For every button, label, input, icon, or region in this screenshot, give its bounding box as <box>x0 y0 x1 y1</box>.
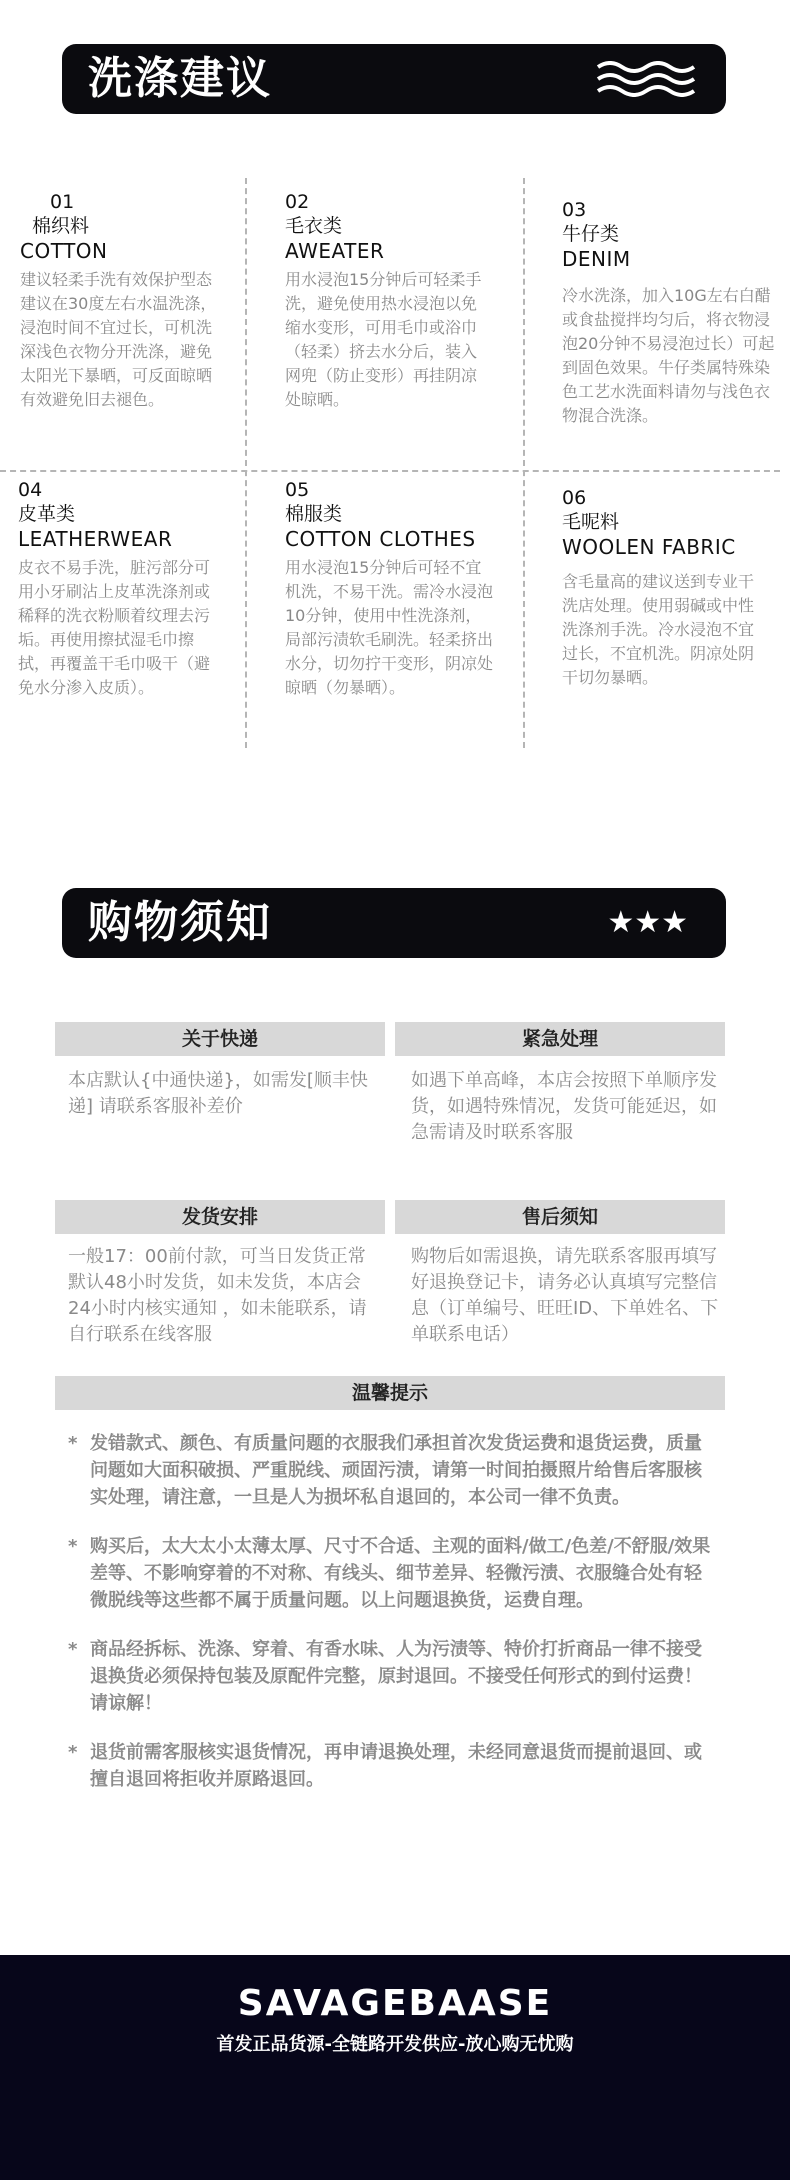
wave-icon <box>596 61 696 101</box>
washing-title: 洗涤建议 <box>88 53 272 104</box>
three-stars-icon: ★★★ <box>607 905 688 940</box>
grid-divider <box>523 178 525 748</box>
care-item-en: DENIM <box>562 247 631 271</box>
shipping-text: 一般17：00前付款，可当日发货正常默认48小时发货，如未发货，本店会24小时内核实通知 ，如未能联系，请自行联系在线客服 <box>68 1246 367 1345</box>
care-item-en: COTTON <box>20 239 108 263</box>
care-item-cn: 牛仔类 <box>562 223 620 245</box>
care-item-number: 03 <box>562 199 587 221</box>
urgent-text: 如遇下单高峰，本店会按照下单顺序发货，如遇特殊情况，发货可能延迟，如急需请及时联系客服 <box>411 1070 717 1143</box>
care-item-sweater <box>285 190 510 412</box>
care-item-en: WOOLEN FABRIC <box>562 535 736 559</box>
list-item <box>68 1430 718 1511</box>
care-item-cn: 毛呢料 <box>562 511 620 533</box>
care-item-text: 皮衣不易手洗，脏污部分可用小牙刷沾上皮革洗涤剂或稀释的洗衣粉顺着纹理去污垢。再使用擦拭湿毛巾擦拭，再覆盖干毛巾吸干（避免水分渗入皮质）。 <box>18 558 211 697</box>
tip-text: 退货前需客服核实退货情况，再申请退换处理，未经同意退货而提前退回、或擅自退回将拒收并原路退回。 <box>90 1742 702 1790</box>
asterisk-icon: * <box>68 1639 78 1660</box>
grid-divider <box>0 470 780 472</box>
care-item-en: LEATHERWEAR <box>18 527 173 551</box>
tips-heading: 温馨提示 <box>55 1376 725 1410</box>
care-item-leather <box>18 478 243 700</box>
tip-text: 商品经拆标、洗涤、穿着、有香水味、人为污渍等、特价打折商品一律不接受退换货必须保持包装及原配件完整，原封退回。不接受任何形式的到付运费！请谅解！ <box>90 1639 702 1714</box>
list-item <box>68 1636 718 1717</box>
care-item-text: 用水浸泡15分钟后可轻不宜机洗，不易干洗。需冷水浸泡10分钟，使用中性洗涤剂，局部污渍软毛刷洗。轻柔挤出水分，切勿拧干变形，阴凉处晾晒（勿暴晒）。 <box>285 558 494 697</box>
asterisk-icon: * <box>68 1536 78 1557</box>
care-item-text: 建议轻柔手洗有效保护型态建议在30度左右水温洗涤，浸泡时间不宜过长，可机洗深浅色衣物分开洗涤，避免太阳光下暴晒，可反面晾晒有效避免旧去褪色。 <box>20 270 217 409</box>
care-item-cn: 皮革类 <box>18 503 76 525</box>
aftersale-heading: 售后须知 <box>395 1200 725 1234</box>
care-item-text: 用水浸泡15分钟后可轻柔手洗，避免使用热水浸泡以免缩水变形，可用毛巾或浴巾（轻柔）挤去水分后，装入网兜（防止变形）再挂阴凉处晾晒。 <box>285 270 482 409</box>
care-item-number: 02 <box>285 191 310 213</box>
care-item-number: 05 <box>285 479 310 501</box>
care-item-en: AWEATER <box>285 239 385 263</box>
care-item-cn: 棉织料 <box>32 215 90 237</box>
care-item-number: 04 <box>18 479 43 501</box>
list-item <box>68 1739 718 1793</box>
care-item-text: 含毛量高的建议送到专业干洗店处理。使用弱碱或中性洗涤剂手洗。冷水浸泡不宜过长，不宜机洗。阴凉处阴干切勿暴晒。 <box>562 572 755 687</box>
asterisk-icon: * <box>68 1433 78 1454</box>
care-item-number: 06 <box>562 487 587 509</box>
washing-banner <box>62 44 726 114</box>
shipping-heading: 发货安排 <box>55 1200 385 1234</box>
care-item-text: 冷水洗涤，加入10G左右白醋或食盐搅拌均匀后，将衣物浸泡20分钟不易浸泡过长）可起到固色效果。牛仔类属特殊染色工艺水洗面料请勿与浅色衣物混合洗涤。 <box>562 286 775 425</box>
care-item-en: COTTON CLOTHES <box>285 527 476 551</box>
tips-list <box>68 1430 718 1815</box>
asterisk-icon: * <box>68 1742 78 1763</box>
brand-slogan: 首发正品货源-全链路开发供应-放心购无忧购 <box>216 2034 574 2055</box>
care-item-cotton-clothes <box>285 478 510 700</box>
urgent-heading: 紧急处理 <box>395 1022 725 1056</box>
shopping-title: 购物须知 <box>88 897 272 948</box>
list-item <box>68 1533 718 1614</box>
care-item-denim <box>562 198 787 428</box>
brand-name: SAVAGEBAASE <box>237 1983 553 2024</box>
care-item-cn: 毛衣类 <box>285 215 343 237</box>
care-item-woolen <box>562 486 787 690</box>
shopping-banner <box>62 888 726 958</box>
tip-text: 购买后，太大太小太薄太厚、尺寸不合适、主观的面料/做工/色差/不舒服/效果差等、不影响穿着的不对称、有线头、细节差异、轻微污渍、衣服缝合处有轻微脱线等这些都不属于质量问题。以上问题退换货，运费自理。 <box>90 1536 711 1611</box>
aftersale-text: 购物后如需退换，请先联系客服再填写好退换登记卡，请务必认真填写完整信息（订单编号、旺旺ID、下单姓名、下单联系电话） <box>411 1246 719 1345</box>
washing-grid <box>0 168 790 748</box>
express-text: 本店默认{中通快递}，如需发[顺丰快递] 请联系客服补差价 <box>68 1070 368 1117</box>
care-item-cn: 棉服类 <box>285 503 343 525</box>
care-item-cotton <box>20 190 245 412</box>
express-heading: 关于快递 <box>55 1022 385 1056</box>
tip-text: 发错款式、颜色、有质量问题的衣服我们承担首次发货运费和退货运费，质量问题如大面积破损、严重脱线、顽固污渍，请第一时间拍摄照片给售后客服核实处理，请注意，一旦是人为损坏私自退回的，本公司一律不负责。 <box>90 1433 702 1508</box>
care-item-number: 01 <box>50 191 75 213</box>
footer <box>0 1955 790 2180</box>
grid-divider <box>245 178 247 748</box>
